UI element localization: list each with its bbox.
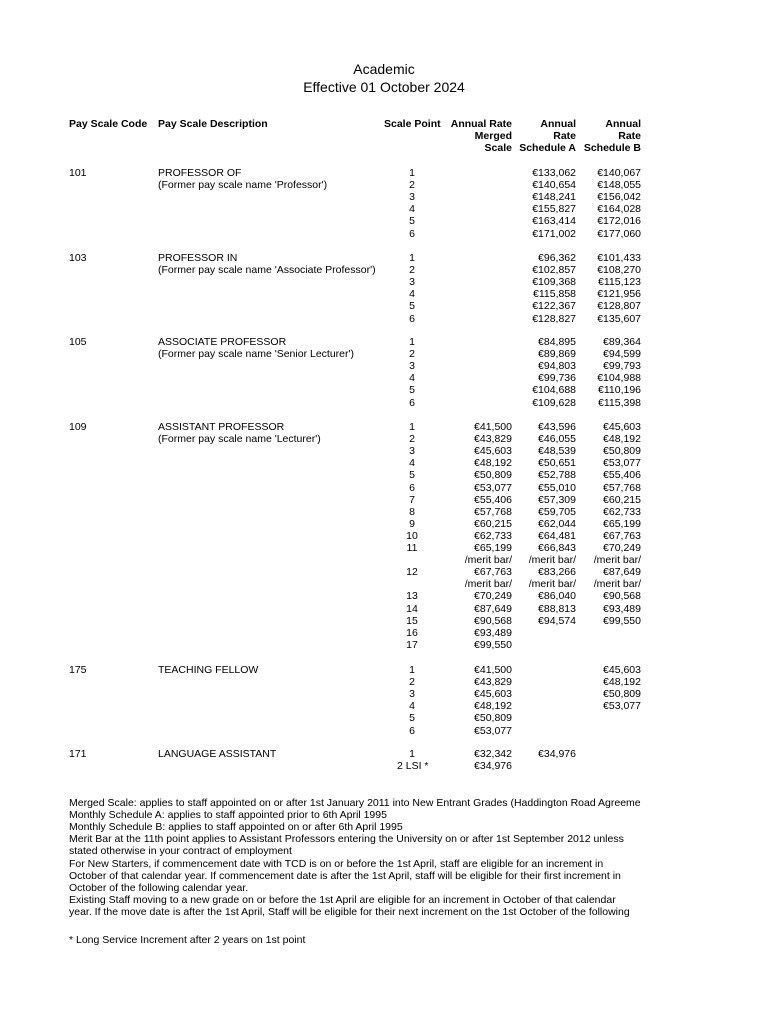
scale-point: 3 [409, 688, 415, 701]
merged-scale-value: €41,500 [474, 421, 512, 433]
schedule-a-value: €62,044 [538, 517, 576, 530]
grade-code: 175 [69, 664, 87, 676]
document-title: Academic [353, 61, 415, 77]
scale-point: 14 [406, 602, 418, 615]
schedule-b-value: €115,398 [597, 396, 641, 409]
grade-name: PROFESSOR OF [158, 167, 242, 179]
grade-name: ASSOCIATE PROFESSOR [158, 336, 287, 348]
header-pay-scale-code: Pay Scale Code [69, 118, 148, 130]
schedule-a-value: /merit bar/ [528, 554, 576, 567]
grade-former-name: (Former pay scale name 'Lecturer') [158, 433, 321, 446]
scale-point: 5 [409, 384, 415, 397]
scale-point: 1 [409, 664, 415, 676]
schedule-a-value: €104,688 [532, 384, 576, 397]
schedule-a-value: €99,736 [538, 372, 576, 385]
schedule-b-value: €48,192 [603, 433, 641, 446]
scale-point: 6 [409, 481, 415, 494]
schedule-a-value: €64,481 [538, 529, 576, 542]
schedule-a-value: €66,843 [538, 542, 576, 554]
merged-scale-value: €57,768 [474, 505, 512, 518]
schedule-b-value: €94,599 [603, 348, 641, 361]
merged-scale-value: €34,976 [474, 760, 512, 773]
schedule-b-value: €128,807 [597, 300, 641, 313]
scale-point: 6 [409, 396, 415, 409]
merged-scale-value: €32,342 [474, 748, 512, 760]
schedule-b-value: €50,809 [603, 445, 641, 458]
scale-point: 1 [409, 336, 415, 348]
grade-code: 171 [69, 748, 87, 760]
note-line: year. If the move date is after the 1st April, Staff will be eligible for their next increment on the 1st October of the following [69, 905, 630, 918]
scale-point: 12 [406, 566, 418, 579]
header-schedule-b-line2: Rate [618, 130, 641, 142]
scale-point: 4 [409, 372, 415, 385]
scale-point: 8 [409, 505, 415, 518]
scale-point: 2 [409, 348, 415, 361]
schedule-a-value: €122,367 [532, 300, 576, 313]
merged-scale-value: €45,603 [474, 445, 512, 458]
scale-point: 2 [409, 264, 415, 277]
schedule-b-value: €87,649 [603, 566, 641, 579]
schedule-a-value: €52,788 [538, 469, 576, 482]
grade-code: 109 [69, 421, 87, 433]
scale-point: 16 [406, 626, 418, 639]
note-line: For New Starters, if commencement date with TCD is on or before the 1st April, staff are eligible for an increment in [69, 857, 604, 870]
grade-code: 103 [69, 252, 87, 264]
merged-scale-value: €45,603 [474, 688, 512, 701]
footnote: * Long Service Increment after 2 years on 1st point [69, 934, 306, 946]
schedule-a-value: €133,062 [532, 167, 576, 179]
merged-scale-value: €43,829 [474, 433, 512, 446]
schedule-b-value: €108,270 [597, 264, 641, 277]
schedule-b-value: €177,060 [597, 227, 641, 240]
schedule-b-value: €99,793 [603, 360, 641, 373]
scale-point: 6 [409, 312, 415, 325]
schedule-b-value: €172,016 [597, 215, 641, 228]
schedule-b-value: €45,603 [603, 421, 641, 433]
schedule-b-value: €121,956 [597, 288, 641, 301]
schedule-a-value: €48,539 [538, 445, 576, 458]
merged-scale-value: €67,763 [474, 566, 512, 579]
schedule-a-value: €84,895 [538, 336, 576, 348]
header-schedule-a-line1: Annual [540, 118, 576, 130]
note-line: October of the following calendar year. [69, 881, 249, 894]
note-line: stated otherwise in your contract of employment [69, 845, 292, 858]
schedule-b-value: /merit bar/ [593, 578, 641, 591]
merged-scale-value: €87,649 [474, 602, 512, 615]
scale-point: 1 [409, 252, 415, 264]
schedule-a-value: €43,596 [538, 421, 576, 433]
schedule-b-value: €50,809 [603, 688, 641, 701]
grade-former-name: (Former pay scale name 'Senior Lecturer') [158, 348, 354, 361]
grade-former-name: (Former pay scale name 'Professor') [158, 179, 328, 192]
grade-former-name: (Former pay scale name 'Associate Professor') [158, 264, 376, 277]
schedule-b-value: €99,550 [603, 614, 641, 627]
schedule-a-value: €83,266 [538, 566, 576, 579]
note-line: Merged Scale: applies to staff appointed on or after 1st January 2011 into New Entrant Grades (Haddington Road Agreeme [69, 797, 641, 809]
scale-point: 5 [409, 215, 415, 228]
scale-point: 9 [409, 517, 415, 530]
grade-name: PROFESSOR IN [158, 252, 238, 264]
merged-scale-value: €60,215 [474, 517, 512, 530]
schedule-b-value: €89,364 [603, 336, 641, 348]
scale-point: 5 [409, 469, 415, 482]
note-line: Monthly Schedule A: applies to staff appointed prior to 6th April 1995 [69, 809, 387, 822]
merged-scale-value: /merit bar/ [464, 554, 512, 567]
schedule-a-value: €89,869 [538, 348, 576, 361]
scale-point: 3 [409, 445, 415, 458]
schedule-a-value: €46,055 [538, 433, 576, 446]
scale-point: 2 LSI * [397, 760, 429, 773]
scale-point: 17 [406, 638, 418, 651]
schedule-b-value: €164,028 [597, 203, 641, 216]
schedule-b-value: €101,433 [597, 252, 641, 264]
schedule-b-value: €135,607 [597, 312, 641, 325]
grade-name: ASSISTANT PROFESSOR [158, 421, 285, 433]
schedule-a-value: €155,827 [532, 203, 576, 216]
schedule-a-value: €115,858 [532, 288, 576, 301]
schedule-b-value: €62,733 [603, 505, 641, 518]
grade-name: TEACHING FELLOW [158, 664, 259, 676]
header-schedule-a-line2: Rate [553, 130, 576, 142]
schedule-a-value: €140,654 [532, 179, 576, 192]
schedule-a-value: €94,803 [538, 360, 576, 373]
schedule-b-value: €65,199 [603, 517, 641, 530]
merged-scale-value: €50,809 [474, 469, 512, 482]
merged-scale-value: €53,077 [474, 724, 512, 737]
merged-scale-value: €48,192 [474, 700, 512, 713]
merged-scale-value: €50,809 [474, 712, 512, 725]
schedule-a-value: €148,241 [532, 191, 576, 204]
schedule-a-value: /merit bar/ [528, 578, 576, 591]
schedule-b-value: €140,067 [597, 167, 641, 179]
schedule-b-value: €104,988 [597, 372, 641, 385]
scale-point: 10 [406, 529, 418, 542]
scale-point: 3 [409, 276, 415, 289]
header-schedule-a-line3: Schedule A [519, 142, 576, 154]
merged-scale-value: €70,249 [474, 590, 512, 603]
schedule-b-value: €55,406 [603, 469, 641, 482]
scale-point: 6 [409, 227, 415, 240]
schedule-a-value: €57,309 [538, 493, 576, 506]
schedule-a-value: €171,002 [532, 227, 576, 240]
scale-point: 4 [409, 288, 415, 301]
schedule-a-value: €109,368 [532, 276, 576, 289]
schedule-b-value: €90,568 [603, 590, 641, 603]
schedule-b-value: €53,077 [603, 700, 641, 713]
scale-point: 5 [409, 712, 415, 725]
document-subtitle: Effective 01 October 2024 [303, 79, 465, 95]
scale-point: 4 [409, 700, 415, 713]
merged-scale-value: €93,489 [474, 626, 512, 639]
schedule-b-value: €45,603 [603, 664, 641, 676]
schedule-b-value: €70,249 [603, 542, 641, 554]
schedule-b-value: €93,489 [603, 602, 641, 615]
schedule-b-value: €57,768 [603, 481, 641, 494]
grade-code: 105 [69, 336, 87, 348]
note-line: Existing Staff moving to a new grade on or before the 1st April are eligible for an increment in October of that calendar [69, 893, 616, 906]
scale-point: 1 [409, 167, 415, 179]
schedule-a-value: €88,813 [538, 602, 576, 615]
header-merged-line2: Merged [474, 130, 512, 142]
scale-point: 15 [406, 614, 418, 627]
schedule-b-value: €60,215 [603, 493, 641, 506]
scale-point: 1 [409, 421, 415, 433]
note-line: Merit Bar at the 11th point applies to Assistant Professors entering the University on or after 1st September 2012 unless [69, 833, 624, 846]
schedule-a-value: €94,574 [538, 614, 576, 627]
schedule-a-value: €55,010 [538, 481, 576, 494]
schedule-a-value: €34,976 [538, 748, 576, 760]
header-schedule-b-line3: Schedule B [583, 142, 641, 154]
schedule-a-value: €86,040 [538, 590, 576, 603]
scale-point: 3 [409, 191, 415, 204]
note-line: October of that calendar year. If commencement date is after the 1st April, staff will be eligible for their first increment in [69, 869, 621, 882]
schedule-b-value: €48,192 [603, 676, 641, 689]
scale-point: 2 [409, 179, 415, 192]
schedule-a-value: €50,651 [538, 457, 576, 470]
schedule-b-value: €156,042 [597, 191, 641, 204]
schedule-a-value: €163,414 [532, 215, 576, 228]
scale-point: 5 [409, 300, 415, 313]
header-merged-line1: Annual Rate [450, 118, 512, 130]
schedule-a-value: €128,827 [532, 312, 576, 325]
schedule-b-value: €115,123 [597, 276, 641, 289]
scale-point: 1 [409, 748, 415, 760]
merged-scale-value: €62,733 [474, 529, 512, 542]
scale-point: 7 [409, 493, 415, 506]
grade-code: 101 [69, 167, 87, 179]
schedule-b-value: €148,055 [597, 179, 641, 192]
merged-scale-value: €55,406 [474, 493, 512, 506]
schedule-b-value: €110,196 [597, 384, 641, 397]
note-line: Monthly Schedule B: applies to staff appointed on or after 6th April 1995 [69, 821, 403, 834]
scale-point: 2 [409, 433, 415, 446]
header-scale-point: Scale Point [384, 118, 441, 130]
scale-point: 6 [409, 724, 415, 737]
scale-point: 2 [409, 676, 415, 689]
schedule-a-value: €102,857 [532, 264, 576, 277]
merged-scale-value: /merit bar/ [464, 578, 512, 591]
schedule-a-value: €109,628 [532, 396, 576, 409]
merged-scale-value: €48,192 [474, 457, 512, 470]
schedule-a-value: €96,362 [538, 252, 576, 264]
header-schedule-b-line1: Annual [605, 118, 641, 130]
schedule-a-value: €59,705 [538, 505, 576, 518]
schedule-b-value: €67,763 [603, 529, 641, 542]
merged-scale-value: €53,077 [474, 481, 512, 494]
scale-point: 4 [409, 203, 415, 216]
scale-point: 13 [406, 590, 418, 603]
merged-scale-value: €99,550 [474, 638, 512, 651]
header-merged-line3: Scale [484, 142, 512, 154]
merged-scale-value: €90,568 [474, 614, 512, 627]
schedule-b-value: /merit bar/ [593, 554, 641, 567]
merged-scale-value: €43,829 [474, 676, 512, 689]
scale-point: 3 [409, 360, 415, 373]
header-pay-scale-description: Pay Scale Description [158, 118, 268, 130]
merged-scale-value: €65,199 [474, 542, 512, 554]
grade-name: LANGUAGE ASSISTANT [158, 748, 277, 760]
schedule-b-value: €53,077 [603, 457, 641, 470]
scale-point: 4 [409, 457, 415, 470]
merged-scale-value: €41,500 [474, 664, 512, 676]
scale-point: 11 [406, 542, 418, 554]
